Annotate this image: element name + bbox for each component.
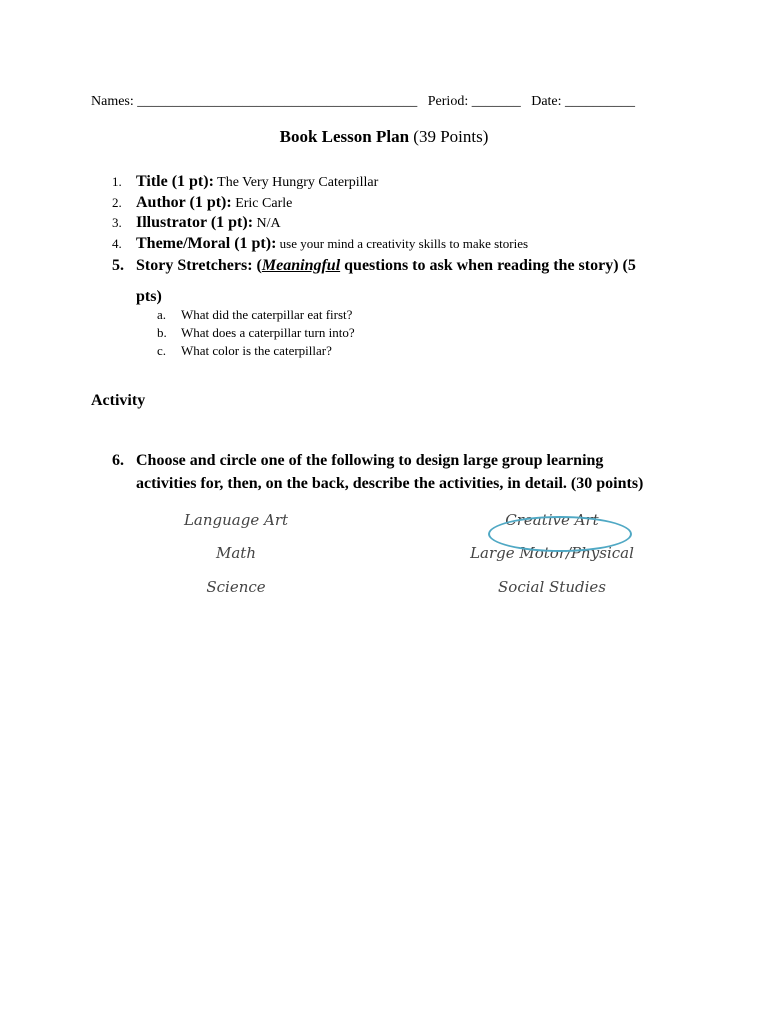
period-field[interactable]: Period: _______ [427, 94, 521, 109]
q5-prefix: Story Stretchers: ( [136, 257, 262, 274]
q5-suffix: questions to ask when reading the story) (5 [340, 257, 636, 274]
q6-line-2: activities for, then, on the back, describe the activities, in detail. (30 points) [136, 475, 644, 492]
list-item-theme [112, 234, 528, 254]
sub-item [157, 343, 332, 359]
header-fields [91, 93, 691, 111]
item-value: The Very Hungry Caterpillar [213, 175, 379, 190]
sub-item-text: What color is the caterpillar? [181, 343, 332, 358]
sub-item-text: What did the caterpillar eat first? [181, 307, 353, 322]
item-number: 1. [112, 174, 122, 189]
sub-item [157, 325, 355, 341]
list-item-story-stretchers [112, 256, 672, 305]
choice-social-studies[interactable]: Social Studies [498, 578, 606, 596]
choice-language-art[interactable]: Language Art [183, 511, 289, 529]
item-number: 6. [112, 452, 124, 469]
date-field[interactable]: Date: __________ [531, 94, 636, 109]
item-number: 4. [112, 236, 122, 251]
item-label: Illustrator (1 pt): [136, 214, 254, 231]
q5-continuation: pts) [136, 288, 162, 305]
q6-line-1 [136, 449, 603, 472]
sub-item-letter: a. [157, 307, 167, 322]
title-points: (39 Points) [409, 127, 489, 146]
item-label: Theme/Moral (1 pt): [136, 235, 277, 252]
item-number: 3. [112, 215, 122, 230]
sub-item-letter: c. [157, 343, 167, 358]
item-number: 2. [112, 195, 122, 210]
names-field[interactable]: Names: ________________________________________ [91, 94, 418, 109]
q6-text-b: group learning [497, 452, 604, 469]
q6-text-a: Choose and circle one of the following to design [136, 452, 464, 469]
list-item-illustrator [112, 213, 281, 234]
item-label: Author (1 pt): [136, 194, 232, 211]
q5-emphasis: Meaningful [261, 257, 341, 274]
title-bold: Book Lesson Plan [279, 127, 410, 146]
choice-creative-art[interactable]: Creative Art [505, 511, 599, 529]
item-value: N/A [253, 216, 281, 231]
sub-item-text: What does a caterpillar turn into? [181, 325, 355, 340]
list-item-author [112, 193, 292, 214]
choice-science[interactable]: Science [206, 578, 266, 596]
page-title [0, 126, 768, 148]
item-number: 5. [112, 257, 124, 274]
choice-math[interactable]: Math [216, 544, 256, 562]
item-label: Title (1 pt): [136, 173, 214, 190]
q6-text-bold: large [463, 452, 498, 469]
list-item-title [112, 172, 378, 193]
item-value: use your mind a creativity skills to make stories [276, 236, 529, 251]
sub-item [157, 307, 352, 323]
item-value: Eric Carle [231, 196, 293, 211]
choice-large-motor-physical[interactable]: Large Motor/Physical [470, 544, 634, 562]
hand-drawn-circle [488, 516, 632, 552]
section-heading-activity: Activity [91, 392, 146, 409]
sub-item-letter: b. [157, 325, 167, 340]
